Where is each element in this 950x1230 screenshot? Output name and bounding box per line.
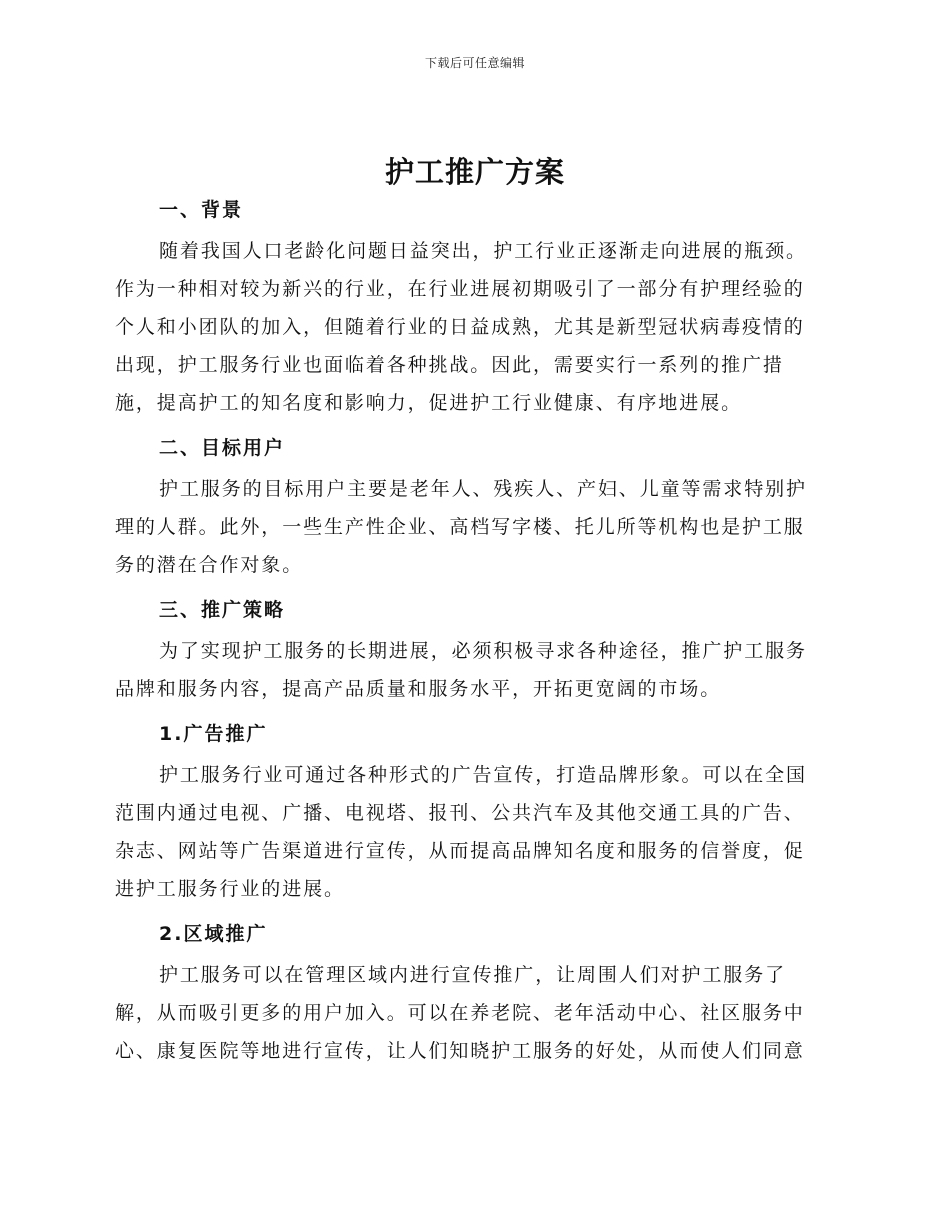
paragraph	[115, 470, 833, 584]
paragraph-line: 务的潜在合作对象。	[115, 554, 304, 576]
section-heading: 三、推广策略	[159, 599, 286, 621]
section-advertising	[115, 718, 833, 908]
section-regional	[115, 918, 833, 1070]
paragraph-line: 杂志、网站等广告渠道进行宣传，从而提高品牌知名度和服务的信誉度，促	[115, 840, 805, 862]
section-background	[115, 194, 833, 422]
paragraph-line: 随着我国人口老龄化问题日益突出，护工行业正逐渐走向进展的瓶颈。	[159, 240, 807, 262]
section-heading: 二、目标用户	[159, 437, 286, 459]
paragraph-line: 理的人群。此外，一些生产性企业、高档写字楼、托儿所等机构也是护工服	[115, 516, 805, 538]
paragraph-line: 护工服务可以在管理区域内进行宣传推广，让周围人们对护工服务了	[159, 964, 787, 986]
paragraph	[115, 632, 833, 708]
document-title: 护工推广方案	[384, 155, 565, 189]
paragraph-line: 施，提高护工的知名度和影响力，促进护工行业健康、有序地进展。	[115, 392, 743, 414]
document-body	[115, 194, 833, 1080]
paragraph	[115, 232, 833, 422]
subsection-heading: 1.广告推广	[159, 723, 268, 745]
paragraph-line: 心、康复医院等地进行宣传，让人们知晓护工服务的好处，从而使人们同意	[115, 1040, 805, 1062]
paragraph-line: 解，从而吸引更多的用户加入。可以在养老院、老年活动中心、社区服务中	[115, 1002, 805, 1024]
paragraph	[115, 756, 833, 908]
paragraph-line: 出现，护工服务行业也面临着各种挑战。因此，需要实行一系列的推广措	[115, 354, 784, 376]
paragraph-line: 护工服务行业可通过各种形式的广告宣传，打造品牌形象。可以在全国	[159, 764, 807, 786]
section-target-users	[115, 432, 833, 584]
paragraph	[115, 956, 833, 1070]
paragraph-line: 进护工服务行业的进展。	[115, 878, 345, 900]
section-strategy	[115, 594, 833, 708]
section-heading: 一、背景	[159, 199, 244, 221]
paragraph-line: 品牌和服务内容，提高产品质量和服务水平，开拓更宽阔的市场。	[115, 678, 722, 700]
subsection-heading: 2.区域推广	[159, 923, 268, 945]
paragraph-line: 为了实现护工服务的长期进展，必须积极寻求各种途径，推广护工服务	[159, 640, 807, 662]
page-header-note: 下载后可任意编辑	[424, 56, 525, 70]
paragraph-line: 范围内通过电视、广播、电视塔、报刊、公共汽车及其他交通工具的广告、	[115, 802, 805, 824]
paragraph-line: 个人和小团队的加入，但随着行业的日益成熟，尤其是新型冠状病毒疫情的	[115, 316, 805, 338]
paragraph-line: 作为一种相对较为新兴的行业，在行业进展初期吸引了一部分有护理经验的	[115, 278, 805, 300]
paragraph-line: 护工服务的目标用户主要是老年人、残疾人、产妇、儿童等需求特别护	[159, 478, 807, 500]
